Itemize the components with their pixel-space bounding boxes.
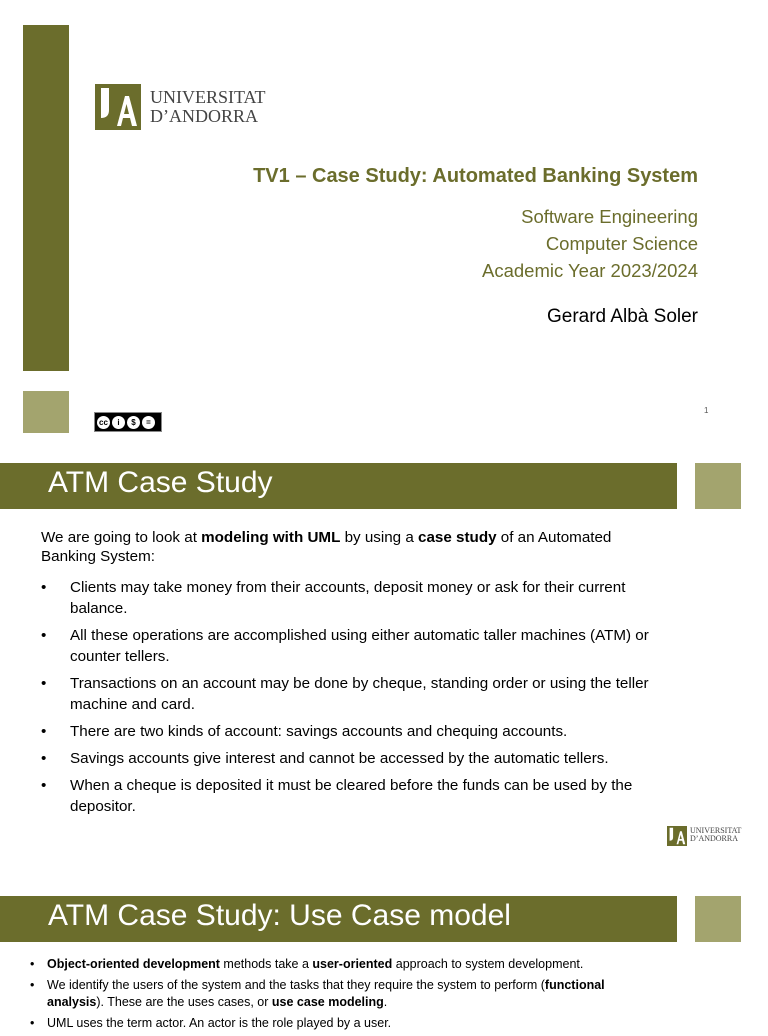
slide2-intro: [41, 528, 651, 566]
list-item: • Transactions on an account may be done by cheque, standing order or using the teller machine and card.: [41, 673, 651, 715]
slide1-left-bar: [23, 25, 69, 371]
page-number: 1: [704, 406, 709, 415]
slide2-title: ATM Case Study: [48, 466, 273, 499]
slide3-title: ATM Case Study: Use Case model: [48, 899, 511, 932]
subtitle-line-2: Computer Science: [545, 233, 698, 254]
bold-oo-dev: Object-oriented development: [47, 957, 220, 971]
list-item: • Clients may take money from their accounts, deposit money or ask for their current balance.: [41, 577, 651, 619]
nc-icon: $: [127, 416, 140, 429]
list-item: [28, 977, 648, 1011]
by-icon: i: [112, 416, 125, 429]
ua-logo-mark-icon: [667, 826, 687, 846]
author-name: Gerard Albà Soler: [546, 306, 698, 327]
ua-logo-mark-icon: [95, 84, 141, 130]
list-item: [28, 956, 648, 973]
intro-text-2: by using a: [340, 529, 419, 546]
bold-user-oriented: user-oriented: [312, 957, 393, 971]
text: methods take a: [219, 957, 313, 971]
text: We identify the users of the system and the tasks that they require the system to perform (: [47, 978, 545, 992]
slide2-header: [0, 463, 677, 509]
list-item: • All these operations are accomplished using either automatic taller machines (ATM) or counter tellers.: [41, 625, 651, 667]
subtitle-line-3: Academic Year 2023/2024: [481, 260, 698, 281]
intro-text-3: of an Automated Banking System:: [41, 529, 612, 565]
intro-bold-uml: modeling with UML: [201, 529, 341, 546]
logo-line2: D’ANDORRA: [690, 834, 738, 844]
list-item: • Savings accounts give interest and cannot be accessed by the automatic tellers.: [41, 748, 651, 769]
slide1-title: TV1 – Case Study: Automated Banking System: [253, 165, 698, 187]
bold-use-case-modeling: use case modeling: [271, 995, 384, 1009]
university-logo: [95, 84, 275, 132]
slide1-left-square: [23, 391, 69, 433]
logo-line1: UNIVERSITAT: [150, 87, 266, 107]
slide2-small-logo: [667, 826, 747, 848]
text: .: [383, 995, 388, 1009]
text: ). These are the uses cases, or: [96, 995, 272, 1009]
logo-line2: D’ANDORRA: [150, 105, 258, 126]
list-item: • UML uses the term actor. An actor is the role played by a user.: [28, 1015, 648, 1032]
slide2-bullet-list: [41, 577, 651, 823]
creative-commons-license-badge[interactable]: [94, 412, 162, 432]
bold-functional-analysis: functional analysis: [47, 978, 605, 1009]
sa-icon: =: [142, 416, 155, 429]
list-item: • When a cheque is deposited it must be cleared before the funds can be used by the depositor.: [41, 775, 651, 817]
slide3-bullet-list: [28, 956, 648, 1036]
intro-bold-case-study: case study: [418, 529, 497, 546]
slide3-header: [0, 896, 677, 942]
subtitle-line-1: Software Engineering: [521, 206, 698, 227]
intro-text-1: We are going to look at: [41, 529, 202, 546]
slide3-header-square: [695, 896, 741, 942]
logo-line1: UNIVERSITAT: [690, 826, 742, 835]
text: approach to system development.: [392, 957, 584, 971]
list-item: • There are two kinds of account: savings accounts and chequing accounts.: [41, 721, 651, 742]
slide2-header-square: [695, 463, 741, 509]
cc-icon: cc: [97, 416, 110, 429]
